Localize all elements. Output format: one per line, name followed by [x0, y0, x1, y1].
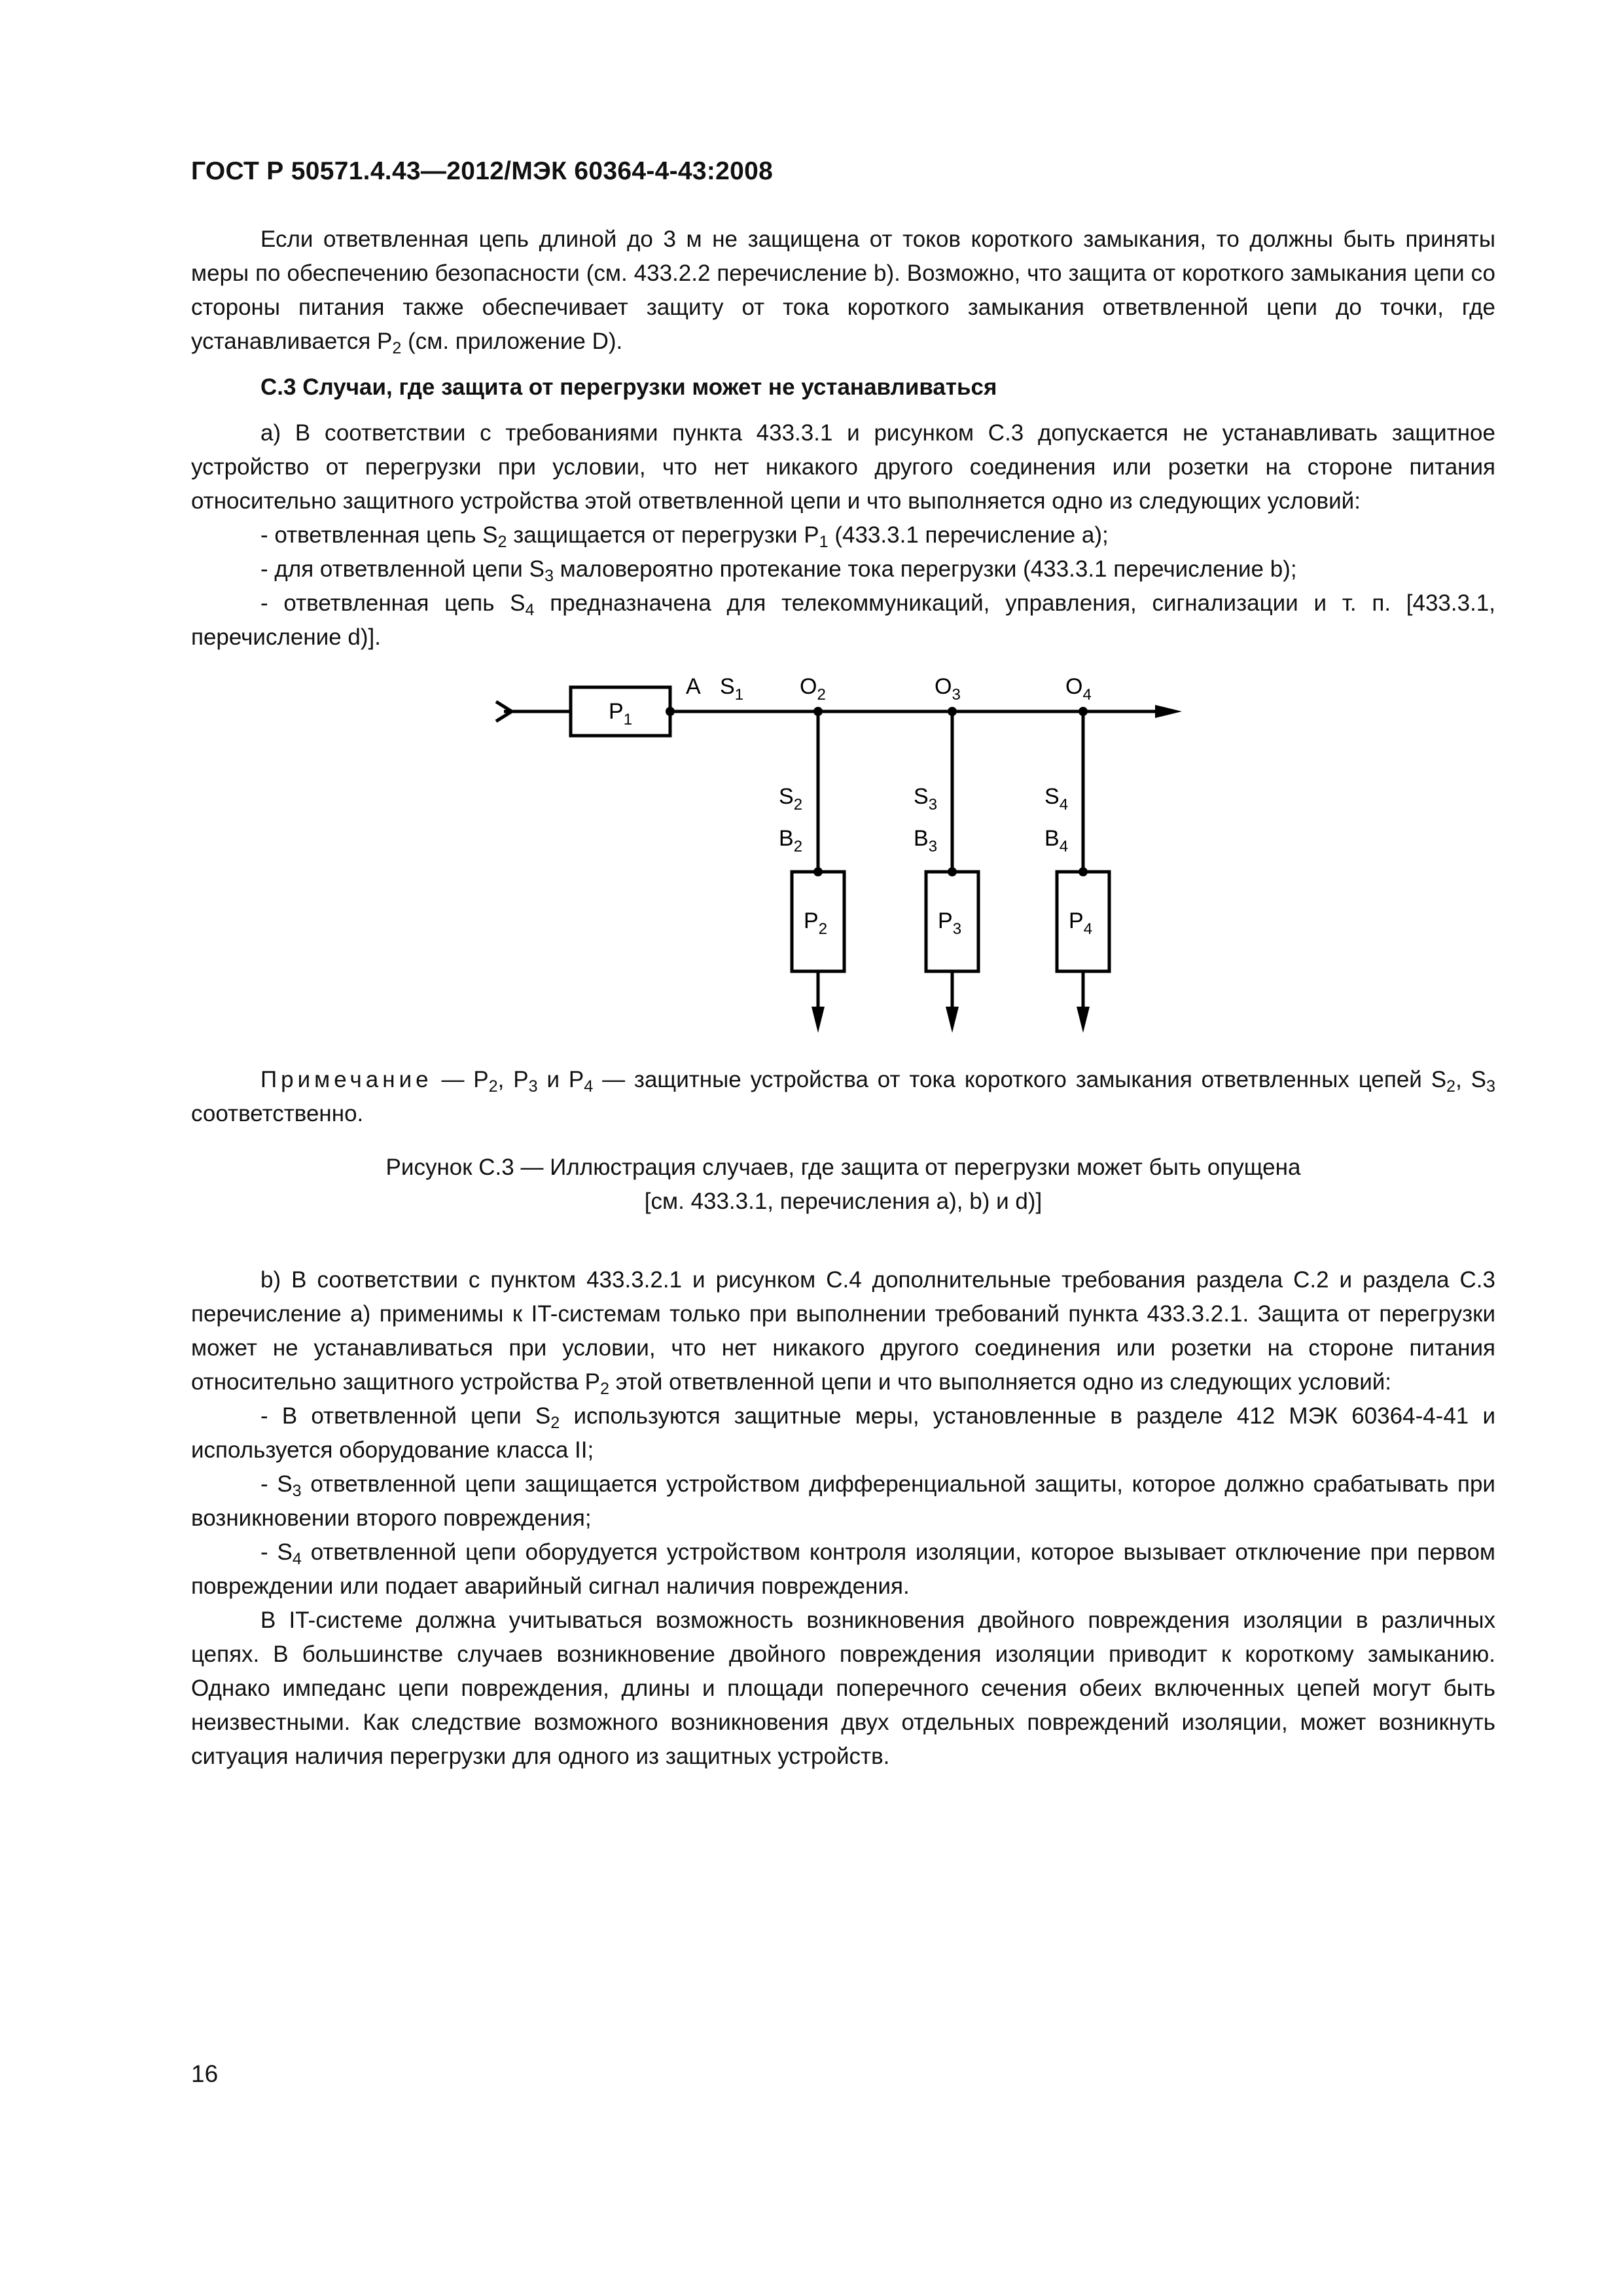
figure-caption [191, 1151, 1495, 1219]
list-item: - $S_3$ ответвленной цепи защищается устройством дифференциальной защиты, которое должно срабатывать при возникновении второго повреждения; [191, 1471, 1495, 1531]
paragraph-a-text: а) В соответствии с требованиями пункта 433.3.1 и рисунком С.3 допускается не устанавливать защитное устройство от перегрузки при условии, что нет никакого другого соединения или розетки на стороне питания относительно защитного устройства этой ответвленной цепи и что выполняется одно из следующих условий: [191, 420, 1495, 514]
paragraph-b: b) В соответствии с пунктом 433.3.2.1 и рисунком С.4 дополнительные требования раздела С.2 и раздела С.3 перечисление а) применимы к IT-системам только при выполнении требований пункта 433.3.2.1. Защита от перегрузки может не устанавливаться при условии, что нет никакого другого соединения или розетки на стороне питания относительно защитного устройства $Р_2$ этой ответвленной цепи и что выполняется одно из следующих условий: - В ответвленной цепи $S_2$ используются защитные меры, установленные в разделе 412 МЭК 60364-4-41 и используется оборудование класса II; - $S_3$ ответвленной цепи защищается устройством дифференциальной защиты, которое должно срабатывать при возникновении второго повреждения; - $S_4$ ответвленной цепи оборудуется устройством контроля изоляции, которое вызывает отключение при первом повреждении или подает аварийный сигнал наличия повреждения. В IT-системе должна учитываться возможность возникновения двойного повреждения изоляции в различных цепях. В большинстве случаев возникновение двойного повреждения изоляции приводит к короткому замыканию. Однако импеданс цепи повреждения, длины и площади поперечного сечения обеих включенных цепей могут быть неизвестными. Как следствие возможного возникновения двух отдельных повреждений изоляции, может возникнуть ситуация наличия перегрузки для одного из защитных устройств. [191, 1263, 1495, 1774]
page-number: 16 [191, 2060, 219, 2087]
document-header: ГОСТ Р 50571.4.43—2012/МЭК 60364-4-43:2008 [191, 157, 774, 185]
o4-label: $O_4$ [1065, 674, 1092, 704]
junction-dot [948, 707, 957, 716]
output-arrow-p3 [946, 1007, 959, 1033]
b2-label: $B_2$ [779, 826, 803, 855]
p3-label: $P_3$ [938, 908, 962, 938]
o2-label: $O_2$ [800, 674, 826, 704]
b4-label: $B_4$ [1044, 826, 1069, 855]
output-arrow-p4 [1077, 1007, 1090, 1033]
p4-label: $P_4$ [1069, 908, 1093, 938]
junction-dot [666, 707, 675, 716]
s2-label: $S_2$ [779, 784, 803, 814]
list-item: - ответвленная цепь $S_4$ предназначена для телекоммуникаций, управления, сигнализации и т. п. [433.3.1, перечисление d)]. [191, 590, 1496, 650]
paragraph-short-circuit: Если ответвленная цепь длиной до 3 м не защищена от токов короткого замыкания, то должны быть приняты меры по обеспечению безопасности (см. 433.2.2 перечисление b). Возможно, что защита от короткого замыкания цепи со стороны питания также обеспечивает защиту от тока короткого замыкания ответвленной цепи до точки, где устанавливается $Р_2$ (см. приложение D). [191, 226, 1495, 358]
output-arrow-p2 [812, 1007, 825, 1033]
junction-dot [1079, 707, 1088, 716]
junction-dot [1079, 867, 1088, 876]
list-item: - В ответвленной цепи $S_2$ используются защитные меры, установленные в разделе 412 МЭК 60364-4-41 и используется оборудование класса II; [191, 1403, 1495, 1463]
list-item: - $S_4$ ответвленной цепи оборудуется устройством контроля изоляции, которое вызывает отключение при первом повреждении или подает аварийный сигнал наличия повреждения. [191, 1539, 1495, 1599]
o3-label: $O_3$ [935, 674, 961, 704]
p1-label: $P_1$ [609, 699, 633, 728]
junction-dot [948, 867, 957, 876]
list-item: - для ответвленной цепи $S_3$ маловероятно протекание тока перегрузки (433.3.1 перечисление b); [260, 556, 1297, 586]
junction-dot [813, 707, 823, 716]
s4-label: $S_4$ [1044, 784, 1069, 814]
figure-caption-line1: Рисунок С.3 — Иллюстрация случаев, где защита от перегрузки может быть опущена [385, 1155, 1301, 1180]
paragraph-it-system: В IT-системе должна учитываться возможность возникновения двойного повреждения изоляции в различных цепях. В большинстве случаев возникновение двойного повреждения изоляции приводит к короткому замыканию. Однако импеданс цепи повреждения, длины и площади поперечного сечения обеих включенных цепей могут быть неизвестными. Как следствие возможного возникновения двух отдельных повреждений изоляции, может возникнуть ситуация наличия перегрузки для одного из защитных устройств. [191, 1607, 1495, 1769]
circuit-diagram [0, 0, 1623, 1113]
main-output-arrow [1155, 705, 1182, 718]
s3-label: $S_3$ [914, 784, 938, 814]
s1-label: $S_1$ [720, 674, 744, 704]
a-label: A [686, 674, 701, 699]
note-label: Примечание [260, 1067, 433, 1092]
b3-label: $B_3$ [914, 826, 938, 855]
list-item: - ответвленная цепь $S_2$ защищается от перегрузки $Р_1$ (433.3.1 перечисление а); [260, 522, 1109, 552]
figure-caption-line2: [см. 433.3.1, перечисления а), b) и d)] [644, 1189, 1043, 1214]
section-heading-c3: С.3 Случаи, где защита от перегрузки может не устанавливаться [260, 374, 997, 400]
p2-label: $P_2$ [804, 908, 828, 938]
figure-note: Примечание — $Р_2$, $Р_3$ и $Р_4$ — защитные устройства от тока короткого замыкания ответвленных цепей $S_2$, $S_3$ соответственно. [191, 1067, 1495, 1126]
junction-dot [813, 867, 823, 876]
